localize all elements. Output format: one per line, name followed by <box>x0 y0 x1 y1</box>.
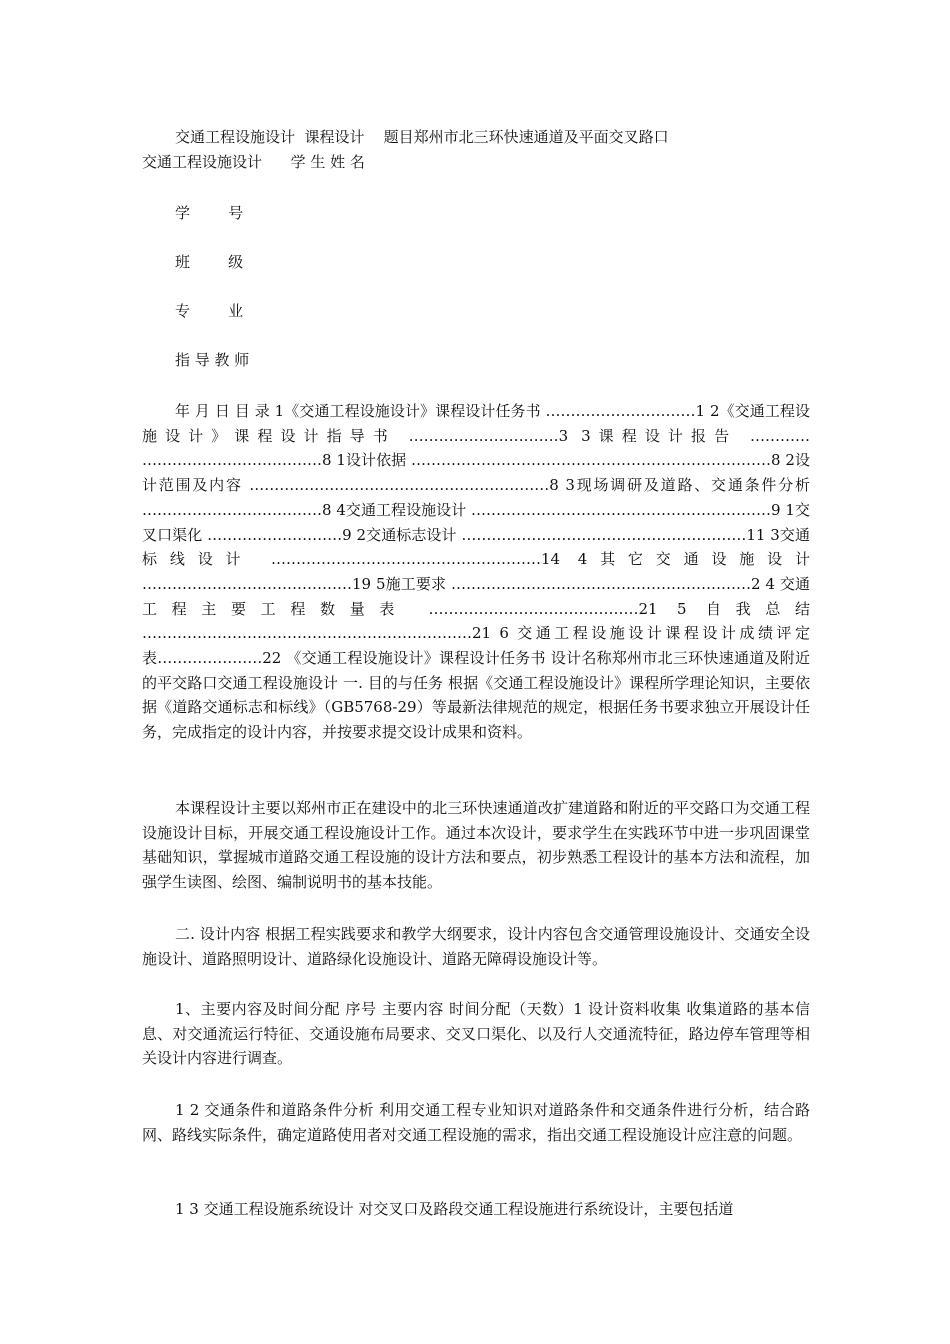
paragraph-analysis: 1 2 交通条件和道路条件分析 利用交通工程专业知识对道路条件和交通条件进行分析，结合路网、路线实际条件，确定道路使用者对交通工程设施的需求，指出交通工程设施设计应注意的问题。 <box>142 1101 810 1144</box>
paragraph-intro: 本课程设计主要以郑州市正在建设中的北三环快速通道改扩建道路和附近的平交路口为交通工程设施设计目标，开展交通工程设施设计工作。通过本次设计，要求学生在实践环节中进一步巩固课堂基础知识，掌握城市道路交通工程设施的设计方法和要点，初步熟悉工程设计的基本方法和流程，加强学生读图、绘图、编制说明书的基本技能。 <box>142 799 810 891</box>
header-line-2: 交通工程设施设计 学 生 姓 名 <box>142 153 365 171</box>
paragraph-schedule: 1、主要内容及时间分配 序号 主要内容 时间分配（天数）1 设计资料收集 收集道路的基本信息、对交通流运行特征、交通设施布局要求、交叉口渠化、以及行人交通流特征，路边停车管理等相关设计内容进行调查。 <box>142 1000 810 1067</box>
field-major: 专 业 <box>175 302 244 320</box>
field-advisor: 指 导 教 师 <box>175 351 250 369</box>
field-student-id: 学 号 <box>175 204 244 222</box>
table-of-contents: 年 月 日 目 录 1《交通工程设施设计》课程设计任务书 …………………………1 2《交通工程设施设计》课程设计指导书 …………………………3 3课程设计报告 ………… ………………………………8 1设计依据 ………………………………………………………………8 2设计范围及内容 ……………………………………………………8 3现场调研及道路、交通条件分析 ………………………………8 4交通工程设施设计 ……………………………………………………9 1交叉口渠化 ………………………9 2交通标志设计 …………………………………………………11 3交通标线设计 ………………………………………………14 4其它交通设施设计 ……………………………………19 5施工要求 ……………………………………………………2 4 交通工程主要工程数量表 ……………………………………21 5 自我总结 …………………………………………………………21 6 交通工程设施设计课程设计成绩评定表…………………22 《交通工程设施设计》课程设计任务书 设计名称郑州市北三环快速通道及附近的平交路口交通工程设施设计 一. 目的与任务 根据《交通工程设施设计》课程所学理论知识，主要依据《道路交通标志和标线》（GB5768-29）等最新法律规范的规定，根据任务书要求独立开展设计任务，完成指定的设计内容，并按要求提交设计成果和资料。 <box>142 402 810 742</box>
header-line-1: 交通工程设施设计 课程设计 题目郑州市北三环快速通道及平面交叉路口 <box>175 128 669 146</box>
field-class: 班 级 <box>175 253 244 271</box>
paragraph-design-content: 二. 设计内容 根据工程实践要求和教学大纲要求，设计内容包含交通管理设施设计、交通安全设施设计、道路照明设计、道路绿化设施设计、道路无障碍设施设计等。 <box>142 925 810 968</box>
paragraph-system-design: 1 3 交通工程设施系统设计 对交叉口及路段交通工程设施进行系统设计，主要包括道 <box>175 1200 734 1218</box>
